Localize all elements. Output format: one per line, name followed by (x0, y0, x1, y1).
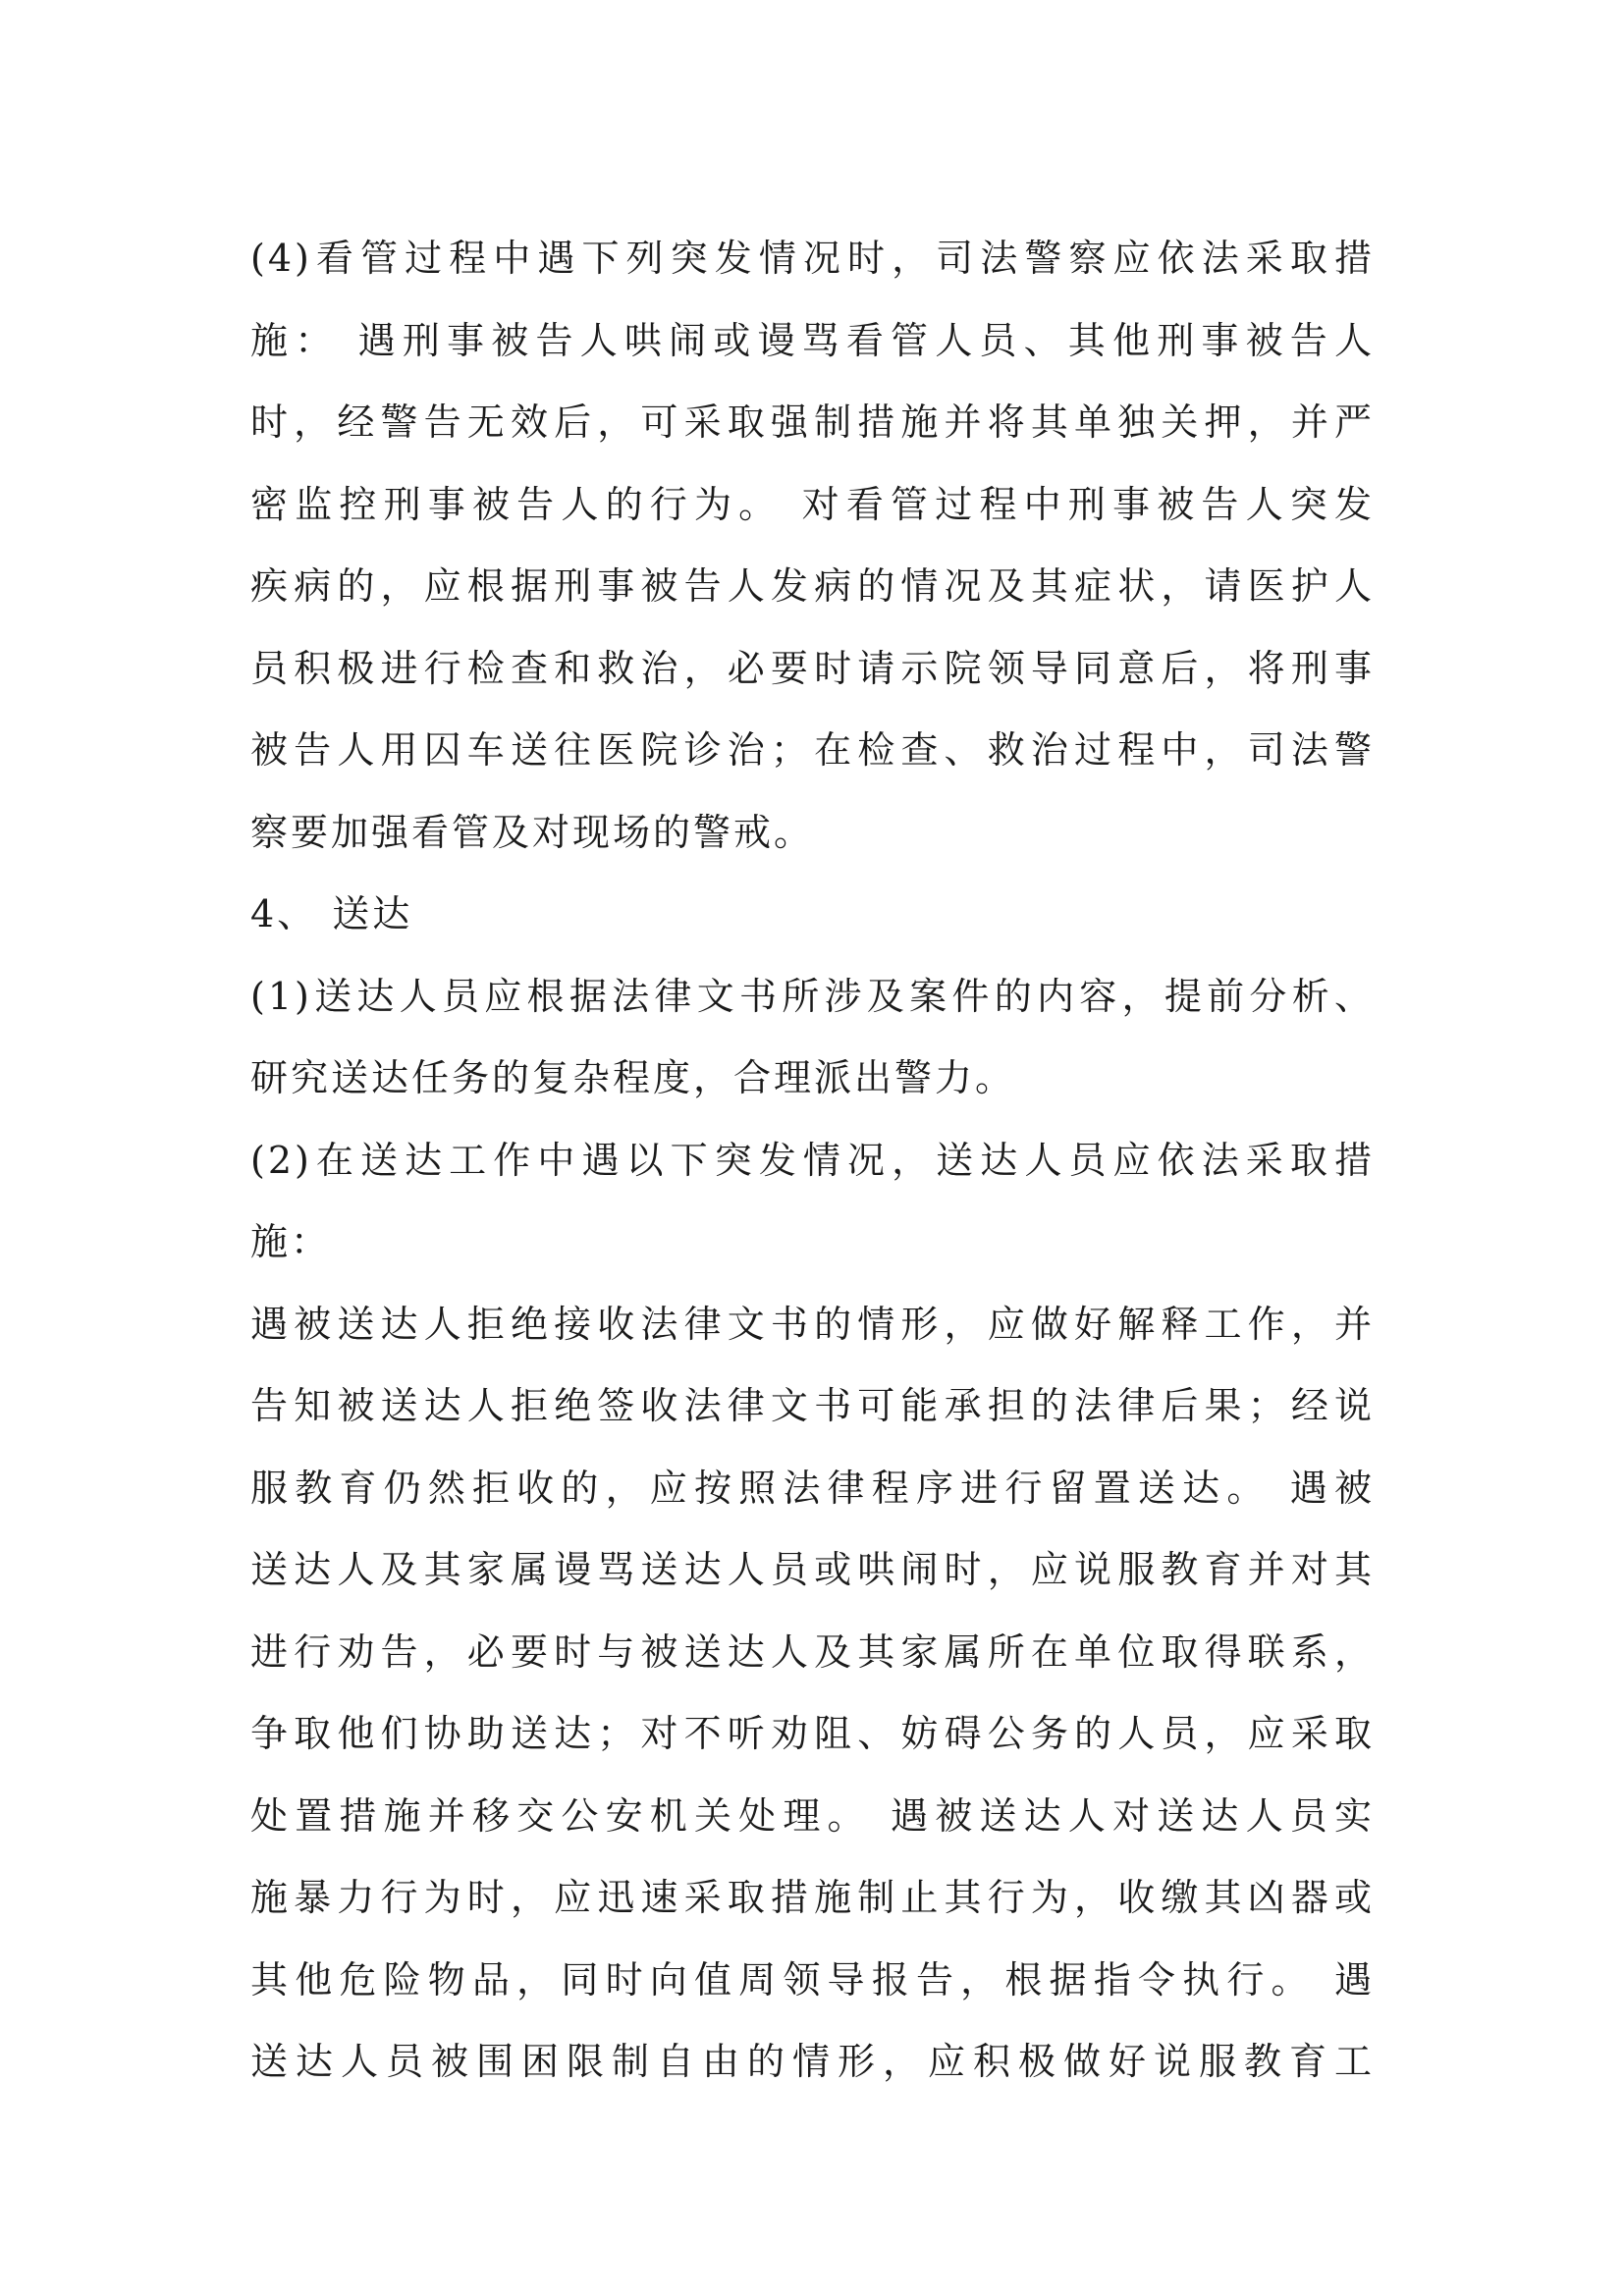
text-line: 时，经警告无效后，可采取强制措施并将其单独关押，并严 (250, 400, 1375, 444)
text-line: 施暴力行为时，应迅速采取措施制止其行为，收缴其凶器或 (250, 1876, 1375, 1919)
text-line: 密监控刑事被告人的行为。 对看管过程中刑事被告人突发 (250, 482, 1375, 526)
document-body (250, 218, 1375, 2104)
text-line: 察要加强看管及对现场的警戒。 (250, 810, 815, 854)
text-line: 被告人用囚车送往医院诊治；在检查、救治过程中，司法警 (250, 728, 1375, 772)
section-heading: 4、 送达 (250, 892, 413, 935)
text-line: 施： 遇刑事被告人哄闹或谩骂看管人员、其他刑事被告人 (250, 318, 1375, 362)
text-line: 争取他们协助送达；对不听劝阻、妨碍公务的人员，应采取 (250, 1712, 1375, 1755)
text-line: 其他危险物品，同时向值周领导报告，根据指令执行。 遇 (250, 1957, 1375, 2002)
text-line: 告知被送达人拒绝签收法律文书可能承担的法律后果；经说 (250, 1384, 1375, 1427)
text-line: (2)在送达工作中遇以下突发情况，送达人员应依法采取措 (250, 1138, 1375, 1182)
text-line: 服教育仍然拒收的，应按照法律程序进行留置送达。 遇被 (250, 1466, 1375, 1510)
text-line: (1)送达人员应根据法律文书所涉及案件的内容，提前分析、 (250, 974, 1375, 1018)
text-line: (4)看管过程中遇下列突发情况时，司法警察应依法采取措 (250, 237, 1375, 280)
text-line: 进行劝告，必要时与被送达人及其家属所在单位取得联系， (250, 1629, 1375, 1674)
text-line: 施： (250, 1220, 332, 1263)
text-line: 遇被送达人拒绝接收法律文书的情形，应做好解释工作，并 (250, 1302, 1375, 1346)
text-line: 处置措施并移交公安机关处理。 遇被送达人对送达人员实 (250, 1793, 1375, 1838)
text-line: 送达人员被围困限制自由的情形，应积极做好说服教育工 (250, 2040, 1375, 2083)
text-line: 员积极进行检查和救治，必要时请示院领导同意后，将刑事 (250, 646, 1375, 690)
text-line: 送达人及其家属谩骂送达人员或哄闹时，应说服教育并对其 (250, 1548, 1375, 1591)
text-line: 研究送达任务的复杂程度，合理派出警力。 (250, 1056, 1016, 1099)
text-line: 疾病的，应根据刑事被告人发病的情况及其症状，请医护人 (250, 564, 1375, 608)
